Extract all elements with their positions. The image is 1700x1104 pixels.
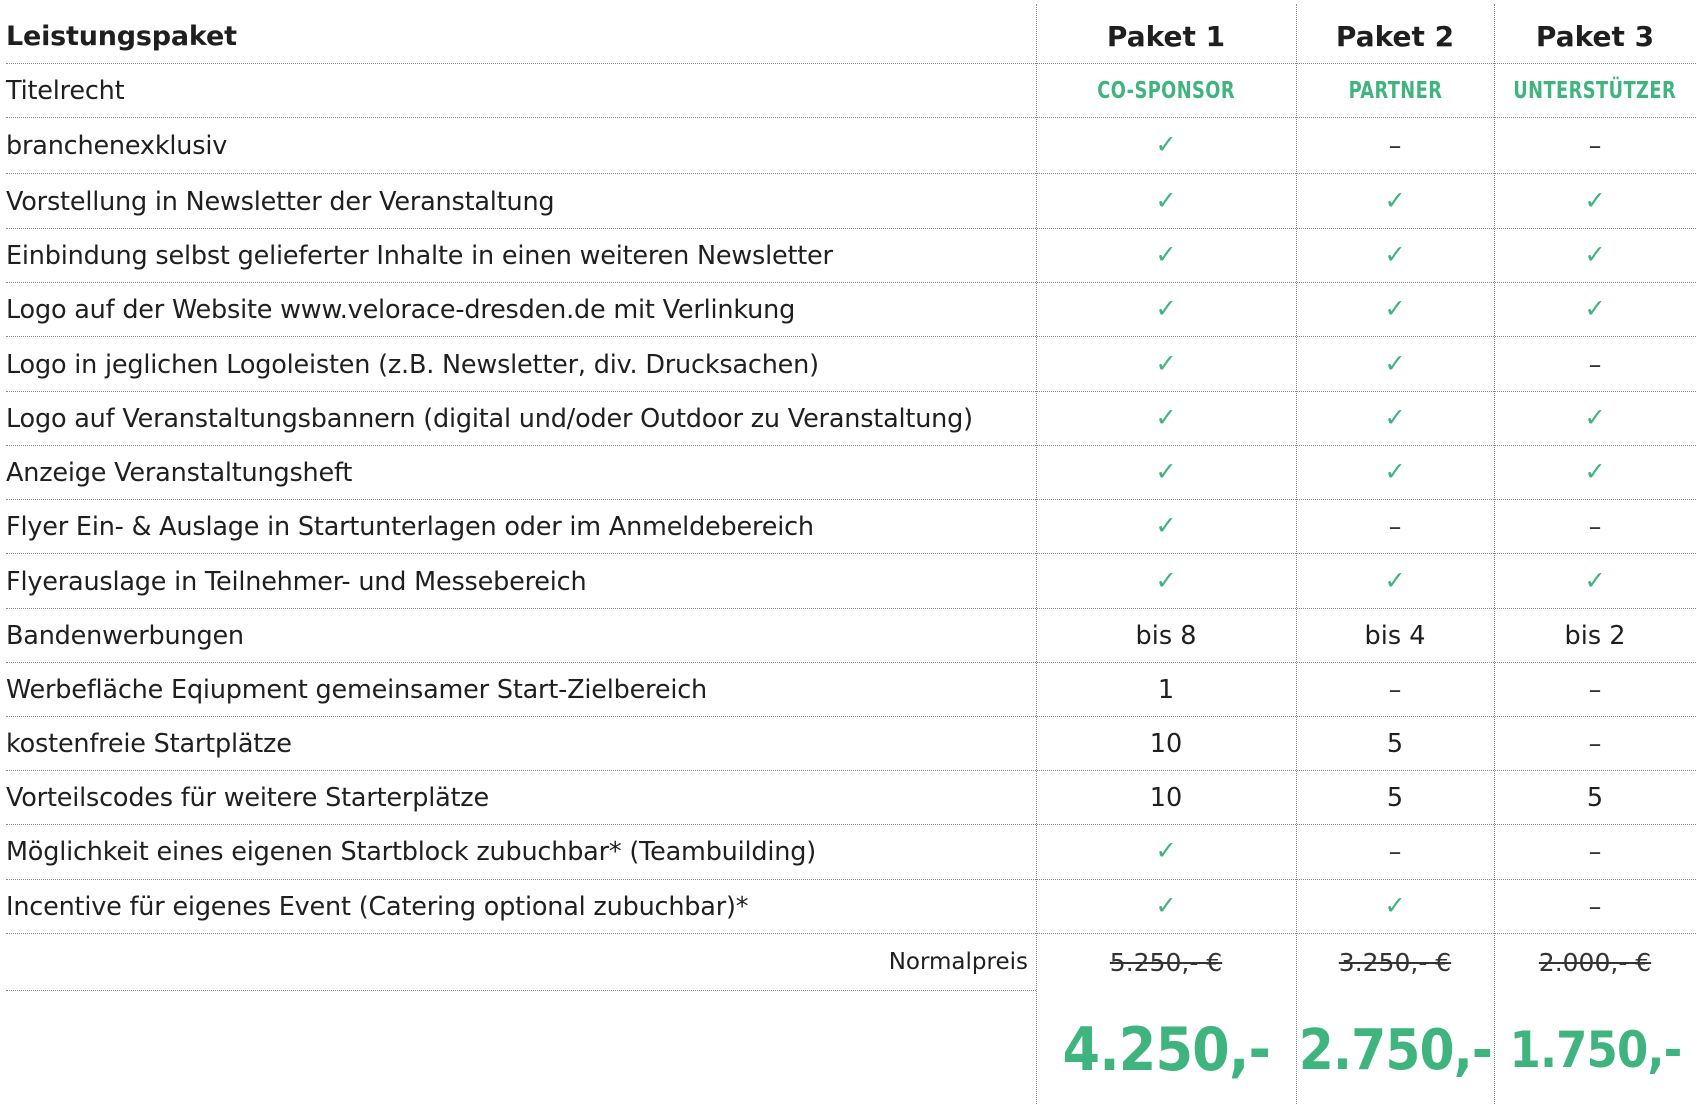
package-1-cell-check-icon: ✓: [1155, 185, 1177, 216]
feature-row: [0, 771, 1700, 824]
row-label: Logo in jeglichen Logoleisten (z.B. Newsletter, div. Drucksachen): [6, 349, 819, 380]
package-3-cell: bis 2: [1564, 620, 1626, 651]
package-2-cell: 5: [1386, 782, 1404, 813]
row-label: Incentive für eigenes Event (Catering optional zubuchbar)*: [6, 891, 749, 922]
package-2-cell: –: [1388, 836, 1402, 867]
package-3-cell-check-icon: ✓: [1584, 565, 1606, 596]
package-1-cell-check-icon: ✓: [1155, 348, 1177, 379]
tier-label: UNTERSTÜTZER: [1513, 78, 1677, 104]
tier-row: [0, 65, 1700, 117]
row-label: kostenfreie Startplätze: [6, 728, 292, 759]
package-1-cell: bis 8: [1135, 620, 1197, 651]
package-price: 4.250,-: [1062, 1015, 1270, 1085]
row-label: Titelrecht: [6, 76, 125, 106]
package-price: 1.750,-: [1509, 1021, 1681, 1079]
row-label: Möglichkeit eines eigenen Startblock zubuchbar* (Teambuilding): [6, 836, 816, 867]
package-1-cell-check-icon: ✓: [1155, 835, 1177, 866]
package-2-cell-check-icon: ✓: [1384, 239, 1406, 270]
package-2-cell-check-icon: ✓: [1384, 565, 1406, 596]
row-divider: [6, 336, 1696, 337]
package-2-cell: bis 4: [1364, 620, 1426, 651]
feature-row: [0, 555, 1700, 608]
feature-row: [0, 283, 1700, 336]
row-divider: [6, 173, 1696, 174]
row-label: Anzeige Veranstaltungsheft: [6, 457, 353, 488]
package-2-cell-check-icon: ✓: [1384, 348, 1406, 379]
package-1-cell: [1036, 65, 1296, 117]
package-1-cell-check-icon: ✓: [1155, 239, 1177, 270]
package-1-cell: 1: [1157, 674, 1175, 705]
package-2-cell: –: [1388, 130, 1402, 161]
tier-label: PARTNER: [1348, 78, 1442, 104]
package-2-cell-check-icon: ✓: [1384, 402, 1406, 433]
row-divider: [6, 933, 1696, 934]
tier-label: CO-SPONSOR: [1097, 78, 1235, 104]
package-1-cell-check-icon: ✓: [1155, 565, 1177, 596]
feature-column-header: Leistungspaket: [6, 20, 237, 52]
package-3-cell-check-icon: ✓: [1584, 402, 1606, 433]
row-label: Logo auf Veranstaltungsbannern (digital und/oder Outdoor zu Veranstaltung): [6, 403, 973, 434]
row-label: Vorstellung in Newsletter der Veranstaltung: [6, 186, 555, 217]
package-1-header: Paket 1: [1106, 19, 1226, 53]
row-label: Werbefläche Eqiupment gemeinsamer Start-Zielbereich: [6, 674, 708, 705]
row-label: Logo auf der Website www.velorace-dresden.de mit Verlinkung: [6, 294, 796, 325]
feature-row: [0, 119, 1700, 172]
normal-price-label: Normalpreis: [888, 949, 1028, 975]
row-label: Vorteilscodes für weitere Starterplätze: [6, 782, 489, 813]
price-row: [0, 1000, 1700, 1100]
normal-price-value: 3.250,- €: [1338, 947, 1452, 977]
row-divider: [6, 553, 1696, 554]
package-1-cell-check-icon: ✓: [1155, 456, 1177, 487]
package-2-cell: [1296, 65, 1494, 117]
row-label: Einbindung selbst gelieferter Inhalte in einen weiteren Newsletter: [6, 240, 833, 271]
package-1-cell: 10: [1149, 782, 1183, 813]
package-1-cell-check-icon: ✓: [1155, 293, 1177, 324]
package-1-cell: 10: [1149, 728, 1183, 759]
package-3-cell: –: [1588, 891, 1602, 922]
package-2-cell-check-icon: ✓: [1384, 456, 1406, 487]
package-1-cell-check-icon: ✓: [1155, 129, 1177, 160]
package-3-cell: –: [1588, 836, 1602, 867]
feature-row: [0, 500, 1700, 553]
feature-row: [0, 392, 1700, 445]
header-row: [0, 10, 1700, 62]
feature-row: [0, 338, 1700, 391]
package-3-cell-check-icon: ✓: [1584, 293, 1606, 324]
row-divider: [6, 990, 1036, 991]
feature-row: [0, 229, 1700, 282]
feature-row: [0, 663, 1700, 716]
package-3-cell: –: [1588, 511, 1602, 542]
package-2-cell: [1296, 935, 1494, 989]
package-2-cell: [1296, 1000, 1494, 1100]
package-3-header: Paket 3: [1535, 19, 1655, 53]
package-1-cell: [1036, 1000, 1296, 1100]
feature-row: [0, 825, 1700, 878]
package-3-cell-check-icon: ✓: [1584, 456, 1606, 487]
package-2-cell-check-icon: ✓: [1384, 890, 1406, 921]
package-3-cell: [1494, 935, 1696, 989]
feature-row: [0, 880, 1700, 933]
package-price: 2.750,-: [1298, 1017, 1492, 1083]
package-2-cell: –: [1388, 674, 1402, 705]
normal-price-value: 2.000,- €: [1538, 947, 1652, 977]
package-3-cell: [1494, 65, 1696, 117]
row-label: Flyer Ein- & Auslage in Startunterlagen oder im Anmeldebereich: [6, 511, 814, 542]
package-3-cell: –: [1588, 728, 1602, 759]
package-2-cell-check-icon: ✓: [1384, 293, 1406, 324]
row-divider: [6, 63, 1696, 64]
package-3-cell: –: [1588, 674, 1602, 705]
feature-row: [0, 609, 1700, 662]
package-2-cell: –: [1388, 511, 1402, 542]
package-1-cell-check-icon: ✓: [1155, 510, 1177, 541]
feature-row: [0, 175, 1700, 228]
row-label: Flyerauslage in Teilnehmer- und Messebereich: [6, 566, 587, 597]
package-1-cell-check-icon: ✓: [1155, 890, 1177, 921]
package-3-cell-check-icon: ✓: [1584, 239, 1606, 270]
package-2-header: Paket 2: [1335, 19, 1455, 53]
package-1-cell: [1036, 935, 1296, 989]
package-3-cell-check-icon: ✓: [1584, 185, 1606, 216]
package-3-cell: –: [1588, 130, 1602, 161]
package-3-cell: –: [1588, 349, 1602, 380]
package-1-cell-check-icon: ✓: [1155, 402, 1177, 433]
normal-price-value: 5.250,- €: [1109, 947, 1223, 977]
feature-row: [0, 717, 1700, 770]
row-label: branchenexklusiv: [6, 130, 228, 161]
package-3-cell: [1494, 1000, 1696, 1100]
package-2-cell: 5: [1386, 728, 1404, 759]
package-3-cell: 5: [1586, 782, 1604, 813]
normal-price-row: [0, 935, 1700, 989]
row-label: Bandenwerbungen: [6, 620, 244, 651]
feature-row: [0, 446, 1700, 499]
package-2-cell-check-icon: ✓: [1384, 185, 1406, 216]
row-divider: [6, 117, 1696, 118]
